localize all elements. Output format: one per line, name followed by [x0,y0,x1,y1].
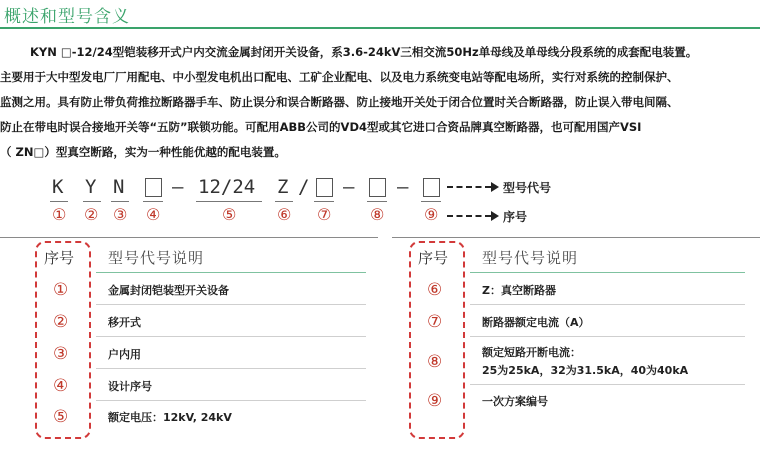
dashed-arrow-line [447,215,491,217]
section-divider [392,237,760,238]
sequence-number-row [0,206,760,226]
circled-number: ④ [146,205,161,224]
row-number: ⑦ [427,312,443,332]
code-dash: – [172,176,184,198]
row-description: 额定电压：12kV, 24kV [108,411,232,424]
row-number: ⑧ [427,352,443,372]
code-rating: 12/24 [198,176,256,198]
row-number: ⑥ [427,280,443,300]
code-underline [275,201,293,202]
code-underline [50,201,68,202]
code-z: Z [277,176,289,198]
circled-number: ⑤ [222,205,237,224]
intro-line: 防止在带电时误合接地开关等“五防”联锁功能。可配用ABB公司的VD4型或其它进口合资品牌真空断路器，也可配用国产VSI [0,120,642,134]
code-box-8 [369,178,386,197]
row-number: ④ [53,376,69,396]
intro-line: 主要用于大中型发电厂厂用配电、中小型发电机出口配电、工矿企业配电、以及电力系统变电站等配电场所，实行对系统的控制保护、 [0,70,679,84]
model-code [0,176,760,202]
model-code-label: 型号代号 [503,181,552,195]
code-underline [83,201,101,202]
row-divider [96,400,366,401]
table-header-seq: 序号 [44,249,75,267]
code-k: K [52,176,64,198]
row-number: ② [53,312,69,332]
row-divider [96,336,366,337]
circled-number: ② [84,205,99,224]
intro-line: （ ZN□）型真空断路，实为一种性能优越的配电装置。 [0,145,286,159]
code-underline [421,201,441,202]
row-divider [96,304,366,305]
code-underline [367,201,387,202]
row-divider [470,304,745,305]
code-box-7 [316,178,333,197]
circled-number: ① [52,205,67,224]
row-description: 额定短路开断电流： [482,346,581,359]
code-underline [314,201,334,202]
table-header-seq: 序号 [418,249,449,267]
code-underline [111,201,129,202]
circled-number: ⑨ [424,205,439,224]
table-header-desc: 型号代号说明 [482,249,579,267]
row-description-detail: 25为25kA，32为31.5kA，40为40kA [482,364,689,377]
row-divider [470,384,745,385]
code-box-9 [423,178,440,197]
row-number: ③ [53,344,69,364]
row-description: 金属封闭铠装型开关设备 [108,284,229,297]
arrow-head-icon [491,211,499,221]
row-divider [470,336,745,337]
sequence-label: 序号 [503,210,528,224]
row-description: 移开式 [108,316,141,329]
circled-number: ③ [113,205,128,224]
header-underline [96,272,366,273]
dashed-arrow-line [447,186,491,188]
code-box-4 [145,178,162,197]
row-description: 断路器额定电流（A） [482,316,590,329]
row-description: 户内用 [108,348,141,361]
code-underline [143,201,163,202]
row-description: Z：真空断路器 [482,284,556,297]
row-number: ⑨ [427,391,443,411]
row-description: 设计序号 [108,380,152,393]
arrow-head-icon [491,182,499,192]
circled-number: ⑦ [317,205,332,224]
header-underline [470,272,745,273]
page-title: 概述和型号含义 [4,7,130,27]
circled-number: ⑧ [370,205,385,224]
row-description: 一次方案编号 [482,395,548,408]
code-n: N [113,176,125,198]
row-number: ⑤ [53,407,69,427]
intro-paragraph [0,40,758,165]
code-dash: – [343,176,355,198]
circled-number: ⑥ [277,205,292,224]
intro-line: KYN □-12/24型铠装移开式户内交流金属封闭开关设备，系3.6-24kV三相交流50Hz单母线及单母线分段系统的成套配电装置。 [30,45,698,59]
section-divider [0,237,378,238]
code-underline [196,201,262,202]
table-header-desc: 型号代号说明 [108,249,205,267]
row-divider [96,368,366,369]
code-slash: / [298,176,310,198]
code-dash: – [397,176,409,198]
code-y: Y [85,176,97,198]
intro-line: 监测之用。具有防止带负荷推拉断路器手车、防止误分和误合断路器、防止接地开关处于闭合位置时关合断路器，防止误入带电间隔、 [0,95,679,109]
title-divider [0,27,760,29]
row-number: ① [53,280,69,300]
